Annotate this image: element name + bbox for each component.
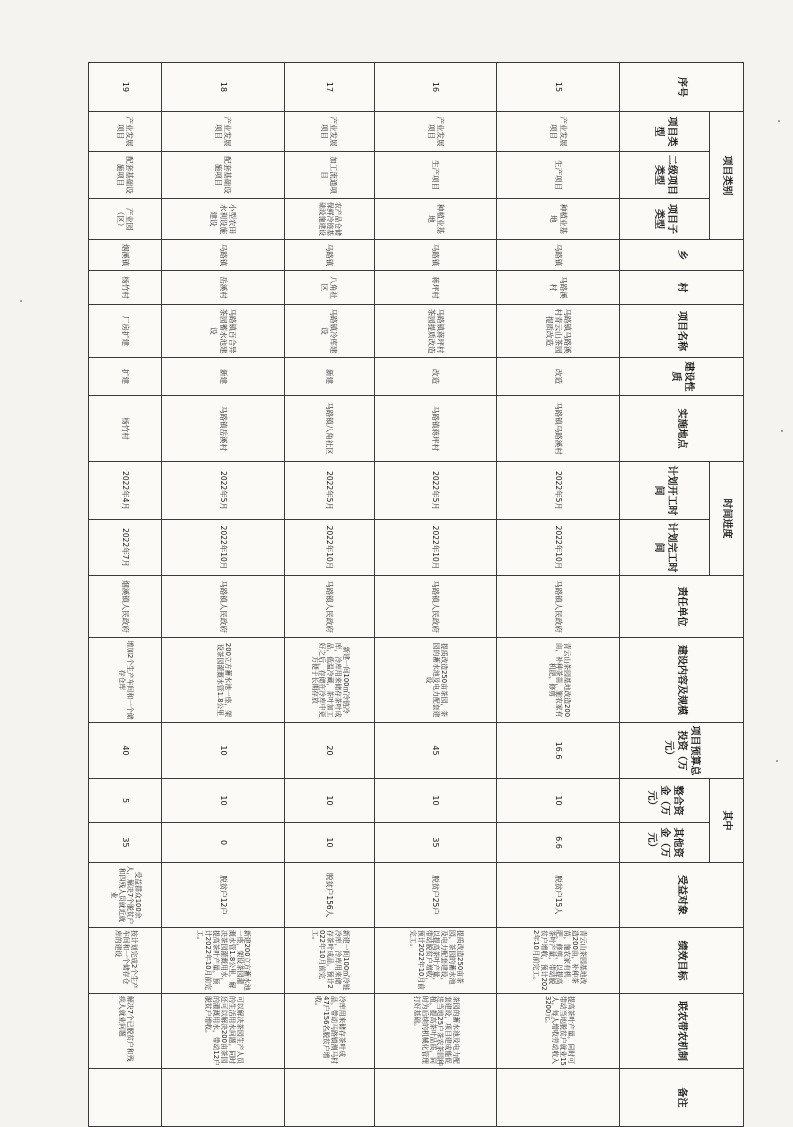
cell-project-name: 厂房扩建	[89, 305, 162, 358]
cell-responsible: 马路镇人民政府	[284, 576, 374, 638]
header-end-time: 计划完工时间	[620, 520, 709, 576]
cell-serial: 19	[89, 63, 162, 112]
header-project-type: 项目类型	[620, 112, 709, 152]
cell-project-name: 马路镇百合异茶园蓄水池建设	[162, 305, 285, 358]
cell-subtype: 产业园（区）	[89, 199, 162, 240]
header-village: 村	[620, 271, 744, 305]
cell-responsible: 烟溪镇人民政府	[89, 576, 162, 638]
header-category-group: 项目类别	[709, 112, 743, 240]
cell-content-scale: 增加2个生产车间和一个储存仓库	[89, 638, 162, 723]
cell-township: 马路镇	[284, 240, 374, 271]
cell-project-type: 产业发展项目	[162, 112, 285, 152]
scan-speck	[20, 300, 22, 302]
cell-responsible: 马路镇人民政府	[497, 576, 620, 638]
cell-total-budget: 40	[89, 723, 162, 779]
table-row	[374, 63, 497, 1127]
cell-build-nature: 改造	[497, 358, 620, 396]
cell-responsible: 马路镇人民政府	[162, 576, 285, 638]
cell-integrated-funds: 10	[497, 779, 620, 823]
header-township: 乡	[620, 240, 744, 271]
cell-remarks	[374, 1069, 497, 1127]
cell-total-budget: 20	[284, 723, 374, 779]
header-beneficiaries: 受益对象	[620, 863, 744, 928]
cell-build-nature: 扩建	[89, 358, 162, 396]
cell-beneficiaries: 脱贫户15人	[497, 863, 620, 928]
cell-location: 马路镇蒋坪村	[374, 396, 497, 462]
cell-integrated-funds: 10	[162, 779, 285, 823]
cell-project-name: 马路镇马路溪村青云山茶园提质改造	[497, 305, 620, 358]
table-row	[89, 63, 162, 1127]
cell-content-scale: 青云山茶园基地改造200亩，补种茶苗，施农家有机肥，修剪	[497, 638, 620, 723]
cell-location: 马路镇八角社区	[284, 396, 374, 462]
cell-village: 八角社区	[284, 271, 374, 305]
cell-location: 马路镇岳溪村	[162, 396, 285, 462]
cell-township: 马路镇	[374, 240, 497, 271]
cell-beneficiaries: 受益群众100余人，解决7个脱贫户和四残人员就近就业	[89, 863, 162, 928]
cell-village: 蒋坪村	[374, 271, 497, 305]
cell-start-time: 2022年5月	[284, 462, 374, 520]
header-build-nature: 建设性质	[620, 358, 744, 396]
table-row	[162, 63, 285, 1127]
cell-end-time: 2022年7月	[89, 520, 162, 576]
cell-location: 杨竹村	[89, 396, 162, 462]
cell-beneficiaries: 脱贫户12户	[162, 863, 285, 928]
cell-subtype: 农产品仓储保鲜冷链基础设施建设	[284, 199, 374, 240]
cell-level2-type: 加工流通项目	[284, 152, 374, 199]
cell-remarks	[89, 1069, 162, 1127]
table-row	[497, 63, 620, 1127]
table-row	[284, 63, 374, 1127]
cell-performance-goal: 新建200立方蓄水池一座，架设茶园灌溉水管1.8公里，解决茶园灌溉用水，提高茶叶产量，预计2022年10月前完工。	[162, 928, 285, 994]
cell-mechanism: 提高茶叶产量，同时可带动当地脱贫户就业15人，每人增收劳动收入3200元。	[497, 994, 620, 1069]
cell-township: 马路镇	[162, 240, 285, 271]
cell-mechanism: 可以解决茶园生产人员的生活用水问题，同时还可以解决200亩茶园的灌溉用水，带动12户脱贫户增收。	[162, 994, 285, 1069]
cell-township: 烟溪镇	[89, 240, 162, 271]
cell-beneficiaries: 脱贫户25户	[374, 863, 497, 928]
cell-remarks	[497, 1069, 620, 1127]
cell-subtype: 种植业基地	[374, 199, 497, 240]
cell-village: 杨竹村	[89, 271, 162, 305]
cell-mechanism: 冷库用来储存茶叶成品，带动马路镇测马村47户156名脱贫户增收。	[284, 994, 374, 1069]
cell-project-name: 马路镇冷库建设	[284, 305, 374, 358]
scan-speck	[776, 760, 778, 762]
cell-project-name: 马路镇蒋坪村茶园提质改造	[374, 305, 497, 358]
cell-start-time: 2022年5月	[162, 462, 285, 520]
cell-content-scale: 200立方蓄水池一座，架设茶园灌溉水管1.8公里	[162, 638, 285, 723]
cell-remarks	[162, 1069, 285, 1127]
cell-content-scale: 新建一间100㎡冷链冷库，冷库用来储存茶叶成品，低温冷藏，茶叶加工好之后，存储在冷库中更方便于长期存放	[284, 638, 374, 723]
cell-end-time: 2022年10月	[162, 520, 285, 576]
header-project-name: 项目名称	[620, 305, 744, 358]
header-responsible: 责任单位	[620, 576, 744, 638]
cell-performance-goal: 青云山茶园基地改造200亩，补种茶苗，施农家有机肥，修剪，以提高茶叶产量，带动脱贫户增收，预计2022年10月前完工。	[497, 928, 620, 994]
cell-performance-goal: 新建一间100㎡冷链冷库，冷库用来储存茶叶成品，预计2022年10月前完工。	[284, 928, 374, 994]
cell-township: 马路镇	[497, 240, 620, 271]
header-serial: 序号	[620, 63, 744, 112]
cell-start-time: 2022年4月	[89, 462, 162, 520]
cell-project-type: 产业发展项目	[374, 112, 497, 152]
cell-other-funds: 10	[284, 823, 374, 863]
cell-total-budget: 45	[374, 723, 497, 779]
cell-level2-type: 配套基础设施项目	[89, 152, 162, 199]
header-performance-goal: 绩效目标	[620, 928, 744, 994]
cell-start-time: 2022年5月	[497, 462, 620, 520]
cell-total-budget: 10	[162, 723, 285, 779]
project-table	[88, 62, 744, 1127]
header-integrated-funds: 整合资金（万元）	[620, 779, 709, 823]
cell-level2-type: 生产项目	[497, 152, 620, 199]
cell-subtype: 种植业基地	[497, 199, 620, 240]
header-remarks: 备注	[620, 1069, 744, 1127]
cell-location: 马路镇马路溪村	[497, 396, 620, 462]
cell-end-time: 2022年10月	[497, 520, 620, 576]
cell-serial: 18	[162, 63, 285, 112]
cell-beneficiaries: 脱贫户156人	[284, 863, 374, 928]
cell-other-funds: 0	[162, 823, 285, 863]
header-other-funds: 其他资金（万元）	[620, 823, 709, 863]
cell-other-funds: 6.6	[497, 823, 620, 863]
cell-end-time: 2022年10月	[374, 520, 497, 576]
cell-end-time: 2022年10月	[284, 520, 374, 576]
cell-serial: 16	[374, 63, 497, 112]
header-total-budget: 项目预算总投资（万元）	[620, 723, 744, 779]
cell-performance-goal: 按计划完成2个生产车间和一个储存仓库的建设	[89, 928, 162, 994]
cell-remarks	[284, 1069, 374, 1127]
cell-village: 马路溪村	[497, 271, 620, 305]
cell-content-scale: 提质改造250亩茶园，茶园的蓄水池及电力配套建设	[374, 638, 497, 723]
cell-project-type: 产业发展项目	[284, 112, 374, 152]
cell-other-funds: 35	[89, 823, 162, 863]
scan-speck	[781, 430, 783, 432]
cell-level2-type: 配套基础设施项目	[162, 152, 285, 199]
scan-speck	[778, 120, 780, 122]
header-among-group: 其中	[709, 779, 743, 863]
header-mechanism: 联农带农机制	[620, 994, 744, 1069]
cell-build-nature: 改造	[374, 358, 497, 396]
header-schedule-group: 时间进度	[709, 462, 743, 576]
cell-mechanism: 茶园的蓄水池及电力配套建设，项目建成能促进当地25户茶农茶园种植，提高茶叶品质，同时为后续的机械化管理打好基础。	[374, 994, 497, 1069]
cell-total-budget: 16.6	[497, 723, 620, 779]
header-content-scale: 建设内容及规模	[620, 638, 744, 723]
cell-serial: 15	[497, 63, 620, 112]
cell-integrated-funds: 5	[89, 779, 162, 823]
header-location: 实施地点	[620, 396, 744, 462]
cell-village: 岳溪村	[162, 271, 285, 305]
header-start-time: 计划开工时间	[620, 462, 709, 520]
cell-responsible: 马路镇人民政府	[374, 576, 497, 638]
cell-build-nature: 新建	[162, 358, 285, 396]
cell-other-funds: 35	[374, 823, 497, 863]
cell-mechanism: 解决7个已脱贫户和残疾人就业问题	[89, 994, 162, 1069]
cell-start-time: 2022年5月	[374, 462, 497, 520]
cell-integrated-funds: 10	[284, 779, 374, 823]
cell-serial: 17	[284, 63, 374, 112]
header-row-1	[709, 63, 743, 1127]
cell-performance-goal: 提质改造250亩茶园，茶园的蓄水池及电力配套建设，以提高茶叶产量，带动脱贫户增收，预计2022年10月前完工。	[374, 928, 497, 994]
cell-project-type: 产业发展项目	[89, 112, 162, 152]
cell-build-nature: 新建	[284, 358, 374, 396]
header-subtype: 项目子类型	[620, 199, 709, 240]
cell-integrated-funds: 10	[374, 779, 497, 823]
cell-subtype: 小型农田水利设施建设	[162, 199, 285, 240]
cell-level2-type: 生产项目	[374, 152, 497, 199]
header-level2-type: 二级项目类型	[620, 152, 709, 199]
cell-project-type: 产业发展项目	[497, 112, 620, 152]
